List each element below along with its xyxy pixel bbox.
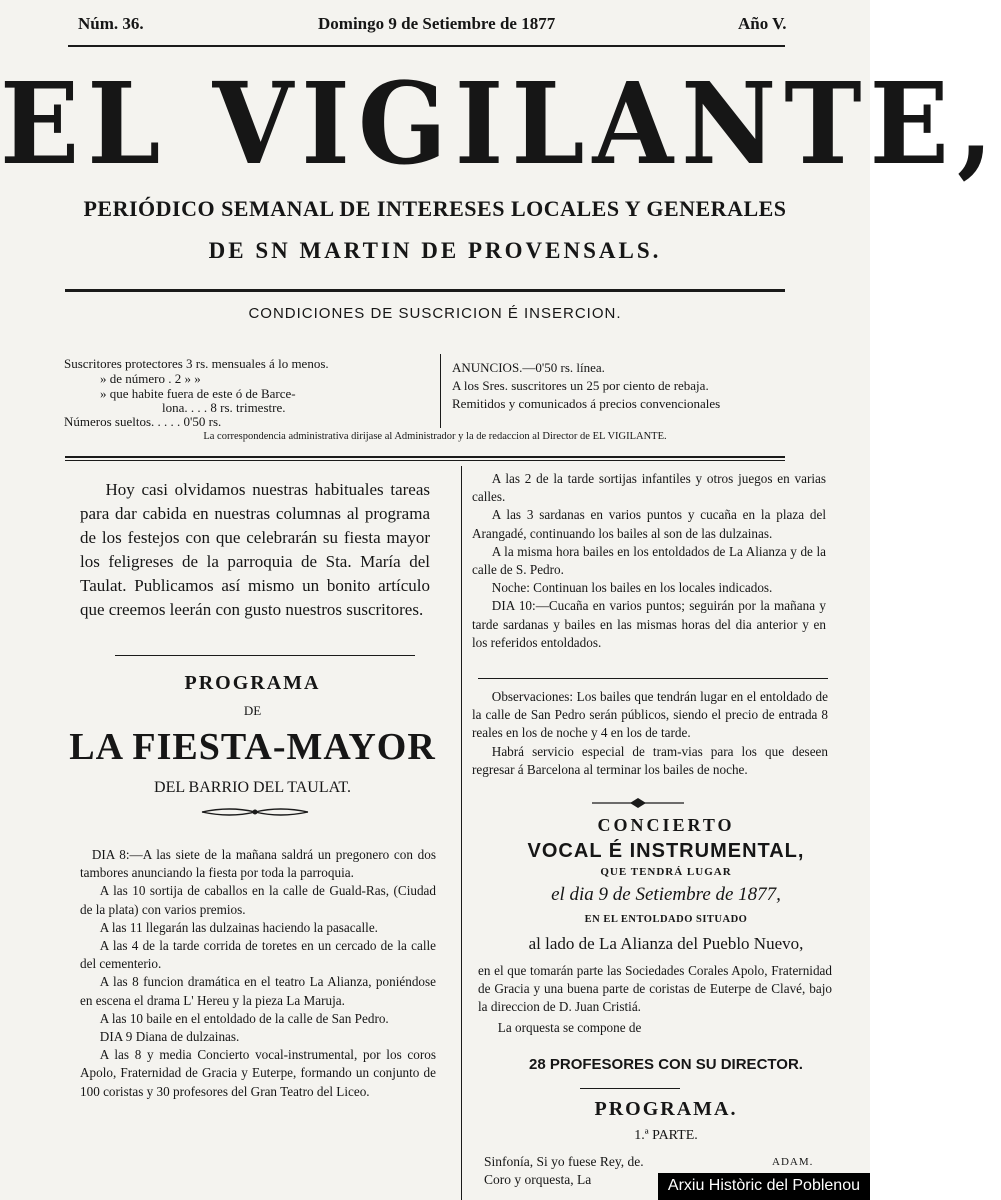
concert-details [478,962,832,1037]
volume-year: Año V. [738,14,787,33]
tendra-lugar: QUE TENDRÁ LUGAR [600,866,732,878]
header-rule [68,45,785,47]
schedule-item: DIA 8:—A las siete de la mañana saldrá un pregonero con dos tambores anunciando la fiesta por toda la parroquia. [80,847,436,881]
concert-date: el dia 9 de Setiembre de 1877, [551,884,781,905]
schedule-item: A las 2 de la tarde sortijas infantiles y otros juegos en varias calles. [472,471,826,505]
schedule-item: A las 11 llegarán las dulzainas haciendo la pasacalle. [99,919,378,935]
programa-heading: PROGRAMA [184,672,321,694]
subscription-line: Números sueltos. . . . . 0'50 rs. [64,414,222,429]
orchestra-text: La orquesta se compone de [497,1019,642,1035]
observations [472,688,828,779]
concierto-heading: CONCIERTO [597,815,735,835]
concert-programa-heading: PROGRAMA. [594,1098,738,1120]
intro-rule [115,655,415,656]
subscription-line: » de número . 2 » » [100,371,201,386]
ornament-divider-icon [590,797,686,809]
tram-note: Habrá servicio especial de tram-vias para los que deseen regresar á Barcelona al terminar los bailes de noche. [472,743,828,777]
issue-date: Domingo 9 de Setiembre de 1877 [318,14,556,33]
schedule-item: A las 10 baile en el entoldado de la calle de San Pedro. [99,1010,389,1026]
subscription-line: lona. . . . 8 rs. trimestre. [162,400,286,415]
composer-name: ADAM. [772,1156,814,1168]
ornament-divider-icon [200,805,310,819]
schedule-item: A las 3 sardanas en varios puntos y cucaña en la plaza del Arangadé, continuando los bailes al son de las dulzainas. [472,507,826,541]
schedule-item: A las 8 y media Concierto vocal-instrumental, por los coros Apolo, Fraternidad de Gracia y Euterpe, formando un conjunto de 100 coristas y 30 profesores del Gran Teatro del Liceo. [80,1047,436,1099]
masthead-locality: DE SN MARTIN DE PROVENSALS. [208,238,662,263]
schedule-item: A las 10 sortija de caballos en la calle de Guald-Ras, (Ciudad de la plata) con varios premios. [80,883,436,917]
ads-line: ANUNCIOS.—0'50 rs. línea. [452,360,605,375]
correspondence-note: La correspondencia administrativa dirijase al Administrador y la de redaccion al Director de EL VIGILANTE. [203,431,667,442]
schedule-item: DIA 10:—Cucaña en varios puntos; seguirán por la mañana y tarde sardanas y bailes en las mismas horas del dia anterior y en los referidos entoldados. [472,598,826,650]
masthead-subtitle: PERIÓDICO SEMANAL DE INTERESES LOCALES Y GENERALES [83,196,787,221]
archive-watermark: Arxiu Històric del Poblenou [658,1173,870,1200]
subscription-line: » que habite fuera de este ó de Barce- [100,386,296,401]
conditions-rule-thin [65,460,785,461]
de-label: DE [243,703,262,718]
program-schedule-left [80,846,436,1101]
first-part-label: 1.ª PARTE. [634,1128,698,1143]
schedule-item: A las 8 funcion dramática en el teatro La Alianza, poniéndose en escena el drama L' Hereu y la pieza La Maruja. [80,974,436,1008]
conditions-heading: CONDICIONES DE SUSCRICION É INSERCION. [248,305,622,322]
societies-text: en el que tomarán parte las Sociedades Corales Apolo, Fraternidad de Gracia y una buena parte de coristas de Euterpe de Clavé, bajo la direccion de D. Juan Cristiá. [478,963,832,1015]
masthead-title: EL VIGILANTE, [0,57,1001,190]
schedule-item: A las 4 de la tarde corrida de toretes en un cercado de la calle del cementerio. [80,938,436,972]
venue-location: al lado de La Alianza del Pueblo Nuevo, [528,934,804,953]
program-item: Coro y orquesta, La [484,1172,592,1187]
intro-paragraph: Hoy casi olvidamos nuestras habituales tareas para dar cabida en nuestras columnas al programa de los festejos con que celebrarán su fiesta mayor los feligreses de la parroquia de Sta. María del Taulat. Publicamos así mismo un bonito artículo que creemos leerán con gusto nuestros suscritores. [80,480,430,619]
masthead-rule [65,289,785,292]
observations-rule [478,678,828,679]
ads-line: A los Sres. suscritores un 25 por ciento de rebaja. [452,378,709,393]
fiesta-mayor-title: LA FIESTA-MAYOR [69,726,436,768]
subscription-line: Suscritores protectores 3 rs. mensuales á lo menos. [64,356,329,371]
barrio-subtitle: DEL BARRIO DEL TAULAT. [154,779,351,796]
issue-number: Núm. 36. [78,14,144,33]
conditions-divider [440,354,441,428]
professors-count: 28 PROFESORES CON SU DIRECTOR. [529,1056,803,1073]
observations-text: Observaciones: Los bailes que tendrán lugar en el entoldado de la calle de San Pedro serán públicos, siendo el precio de entrada 8 reales en los de noche y 4 en los de tarde. [472,689,828,741]
schedule-item: Noche: Continuan los bailes en los locales indicados. [491,580,773,596]
vocal-instrumental-title: VOCAL É INSTRUMENTAL, [527,840,805,862]
professors-rule [580,1088,680,1089]
program-schedule-right [472,470,826,652]
schedule-item: DIA 9 Diana de dulzainas. [99,1029,240,1045]
conditions-rule [65,456,785,458]
entoldado-note: EN EL ENTOLDADO SITUADO [584,914,748,925]
ads-line: Remitidos y comunicados á precios convencionales [452,396,721,411]
program-item: Sinfonía, Si yo fuese Rey, de. [484,1154,644,1169]
schedule-item: A la misma hora bailes en los entoldados de La Alianza y de la calle de S. Pedro. [472,543,826,578]
